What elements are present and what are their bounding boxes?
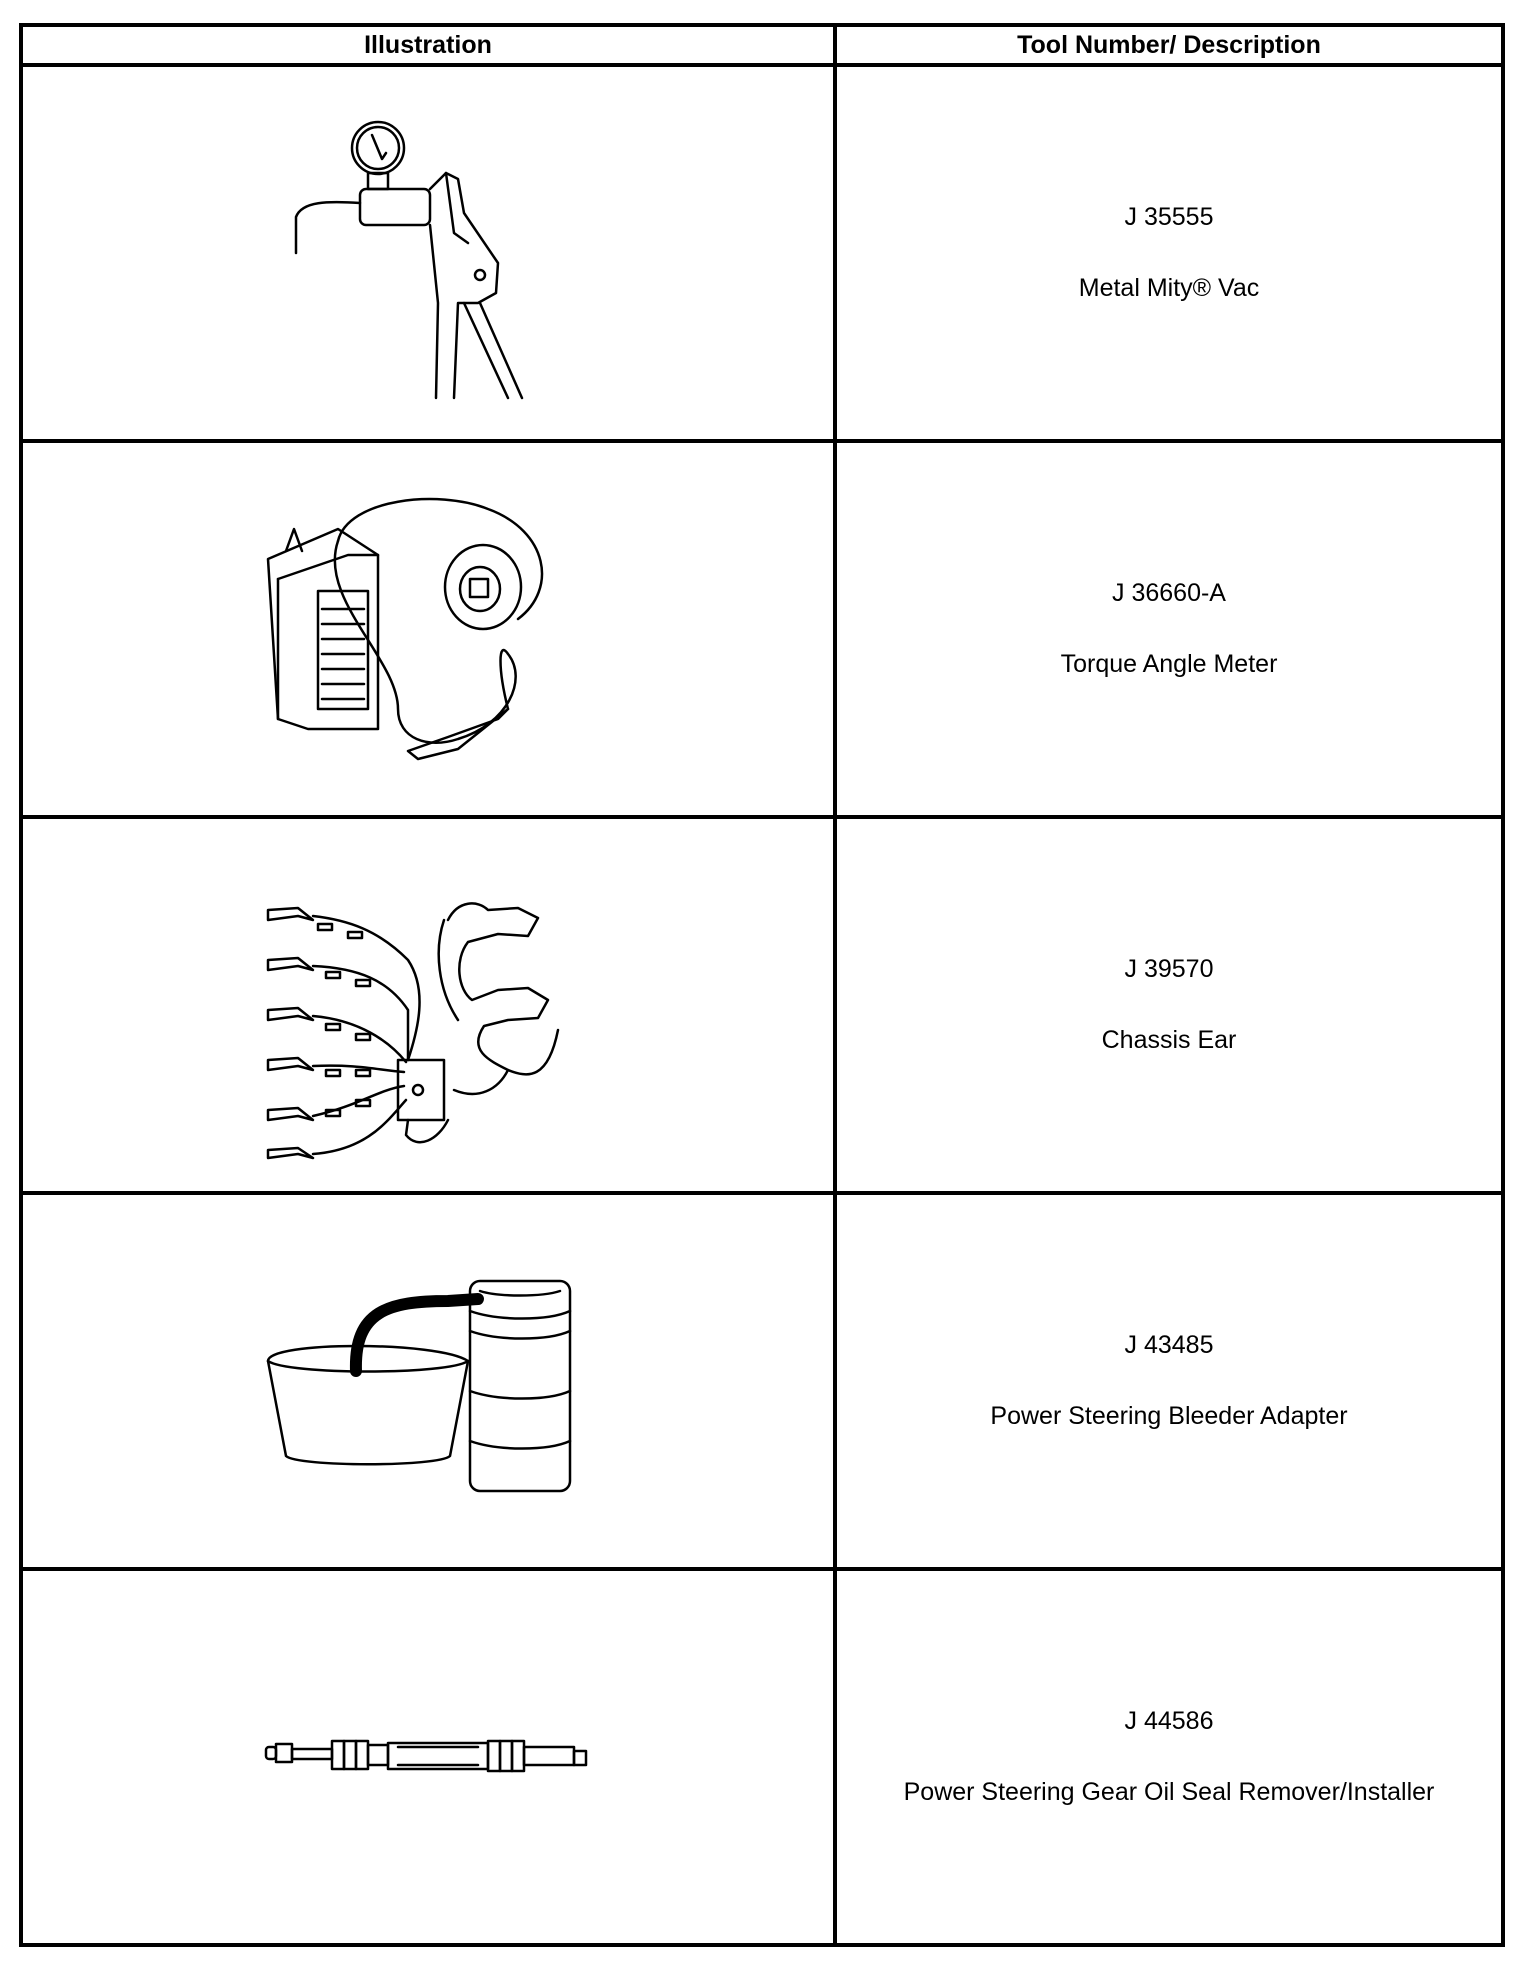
table-row bbox=[21, 817, 1503, 1193]
illustration-cell bbox=[21, 65, 835, 441]
tool-description: Metal Mity® Vac bbox=[1078, 274, 1260, 302]
table-row bbox=[21, 1569, 1503, 1945]
header-illustration: Illustration bbox=[21, 25, 835, 65]
tool-description-cell bbox=[835, 65, 1503, 441]
tool-description: Chassis Ear bbox=[1101, 1026, 1237, 1054]
illustration-cell bbox=[21, 441, 835, 817]
tool-number: J 39570 bbox=[1124, 955, 1214, 983]
seal-remover-installer-icon bbox=[258, 1717, 598, 1797]
chassis-ear-icon bbox=[258, 850, 598, 1160]
header-tool-number-description: Tool Number/ Description bbox=[835, 25, 1503, 65]
tool-description: Torque Angle Meter bbox=[1060, 650, 1278, 678]
table-row bbox=[21, 441, 1503, 817]
tool-number: J 44586 bbox=[1124, 1707, 1214, 1735]
vacuum-pump-icon bbox=[268, 103, 588, 403]
tool-description: Power Steering Bleeder Adapter bbox=[990, 1402, 1348, 1430]
tool-number: J 43485 bbox=[1124, 1331, 1214, 1359]
tool-description-cell bbox=[835, 817, 1503, 1193]
illustration-cell bbox=[21, 1193, 835, 1569]
illustration-cell bbox=[21, 817, 835, 1193]
torque-angle-meter-icon bbox=[258, 479, 598, 779]
table-row bbox=[21, 65, 1503, 441]
bleeder-adapter-icon bbox=[258, 1251, 598, 1511]
tool-description-cell bbox=[835, 441, 1503, 817]
table-row bbox=[21, 1193, 1503, 1569]
tool-number: J 35555 bbox=[1124, 203, 1214, 231]
illustration-cell bbox=[21, 1569, 835, 1945]
tool-description-cell bbox=[835, 1569, 1503, 1945]
special-tools-table bbox=[19, 23, 1505, 1947]
table-header-row bbox=[21, 25, 1503, 65]
tool-number: J 36660-A bbox=[1112, 579, 1226, 607]
tool-description-cell bbox=[835, 1193, 1503, 1569]
tool-description: Power Steering Gear Oil Seal Remover/Installer bbox=[903, 1778, 1435, 1806]
